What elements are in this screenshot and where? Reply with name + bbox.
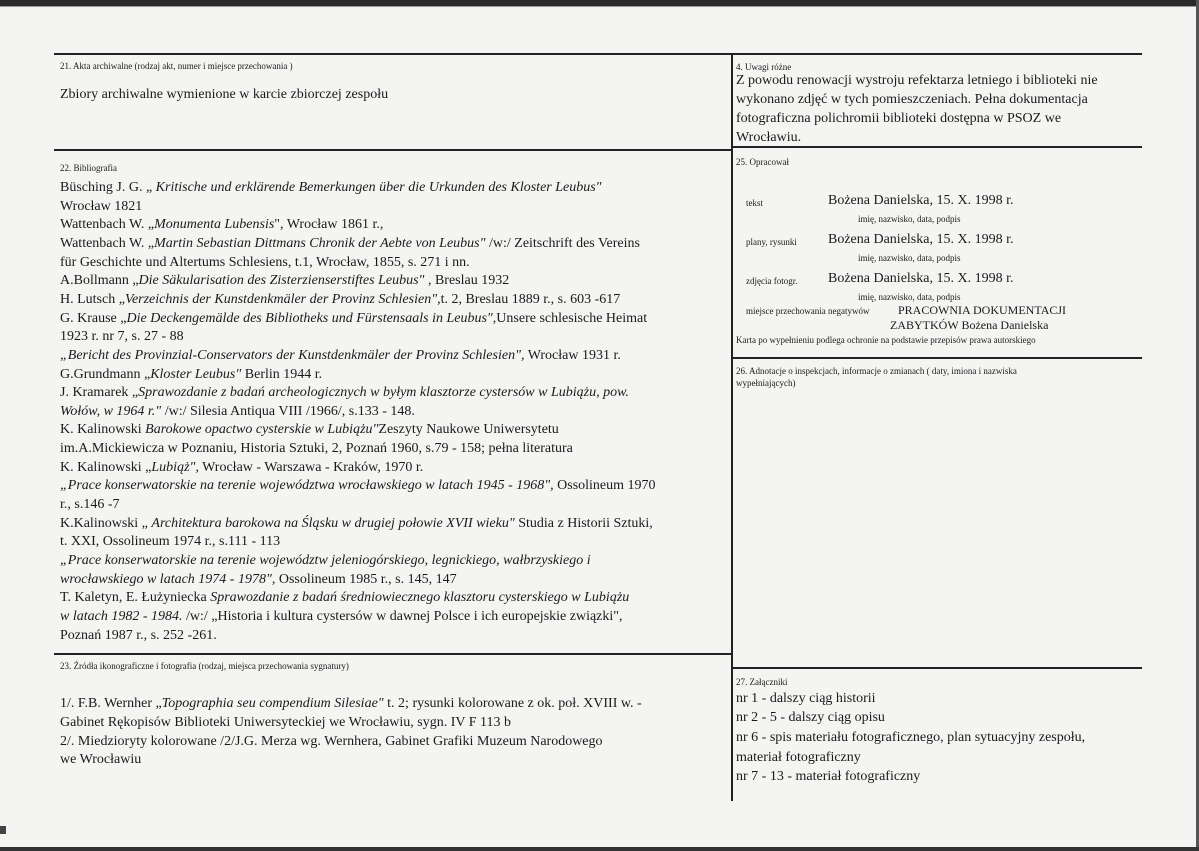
section-4-line: Z powodu renowacji wystroju refektarza letniego i biblioteki nie (736, 73, 1098, 88)
source-line-segment: Gabinet Rękopisów Biblioteki Uniwersyteckiej we Wrocławiu, sygn. IV F 113 b (60, 714, 512, 730)
bibliography-line-segment: t. XXI, Ossolineum 1974 r., s.111 - 113 (60, 534, 281, 550)
bibliography-line-segment: Barokowe opactwo cysterskie w Lubiążu" (145, 422, 379, 438)
bibliography-line (60, 533, 280, 552)
bibliography-line (60, 291, 620, 310)
bibliography-line (60, 310, 647, 329)
bibliography-line (60, 440, 573, 459)
bibliography-line-segment: A.Bollmann „ (60, 273, 139, 289)
section-4-line: wykonano zdjęć w tych pomieszczeniach. Pełna dokumentacja (736, 92, 1088, 107)
bibliography-line (60, 384, 629, 403)
bibliography-line-segment: wrocławskiego w latach 1974 - 1978", (60, 571, 276, 587)
role-label-photos: zdjęcia fotogr. (746, 276, 798, 286)
bibliography-line-segment: „Prace konserwatorskie na terenie województwa wrocławskiego w latach 1945 - 1968", (60, 478, 554, 494)
bibliography-line (60, 552, 591, 571)
bibliography-line-segment: Ossolineum 1985 r., s. 145, 147 (275, 571, 457, 587)
bibliography-line (60, 235, 640, 254)
role-label-plans: plany, rysunki (746, 237, 797, 247)
bibliography-line-segment: Wattenbach W. „ (60, 217, 155, 233)
section-4-line: fotograficzna polichromii biblioteki dostępna w PSOZ we (736, 111, 1062, 126)
source-line-segment: Topographia seu compendium Silesiae" (161, 696, 384, 711)
section-21-text: Zbiory archiwalne wymienione w karcie zbiorczej zespołu (60, 87, 389, 102)
bibliography-line-segment: Poznań 1987 r., s. 252 -261. (60, 627, 217, 643)
scan-top-edge-line (0, 6, 1199, 7)
section-22-label: 22. Bibliografia (60, 163, 117, 173)
bibliography-line-segment: Lubiąż", (151, 459, 199, 475)
bibliography-line-segment: w latach 1982 - 1984. (60, 608, 183, 624)
bibliography-line-segment: /w:/ Silesia Antiqua VIII /1966/, s.133 - 148. (161, 403, 415, 419)
bibliography-line-segment: Ossolineum 1970 (553, 478, 656, 494)
bibliography-line-segment: „Bericht des Provinzial-Conservators der Kunstdenkmäler der Provinz Schlesien", (60, 347, 525, 363)
bibliography-line (60, 216, 383, 235)
bibliography-line-segment: Monumenta Lubensis (154, 217, 275, 233)
bibliography-line (60, 477, 656, 496)
source-line-segment: we Wrocławiu (60, 752, 142, 768)
author-text: Bożena Danielska, 15. X. 1998 r. (828, 193, 1014, 208)
bibliography-line-segment: J. Kramarek „ (60, 385, 139, 401)
bibliography-line (60, 403, 415, 422)
bibliography-line-segment: Wattenbach W. „ (60, 235, 155, 251)
bibliography-line (60, 627, 217, 646)
bibliography-line (60, 459, 423, 478)
signature-caption: imię, nazwisko, data, podpis (858, 214, 961, 224)
bibliography-line (60, 347, 621, 366)
bibliography-line-segment: Die Deckengemälde des Bibliotheks und Fürstensaals in Leubus" (126, 310, 493, 326)
bibliography-line-segment: Kloster Leubus" (150, 366, 242, 382)
negatives-value-1: PRACOWNIA DOKUMENTACJI (898, 303, 1067, 317)
bibliography-line-segment: G.Grundmann „ (60, 366, 151, 382)
bibliography-line (60, 366, 322, 385)
rule-26 (732, 357, 1142, 359)
bibliography-line-segment: ", Wrocław 1861 r., (274, 217, 384, 233)
bibliography-line (60, 515, 653, 534)
section-23-label: 23. Źródła ikonograficzne i fotografia (rodzaj, miejsca przechowania sygnatury) (60, 661, 349, 671)
copyright-note: Karta po wypełnieniu podlega ochronie na podstawie przepisów prawa autorskiego (736, 335, 1036, 345)
scan-left-mark (0, 826, 6, 834)
bibliography-line (60, 571, 457, 590)
bibliography-line-segment: Zeszyty Naukowe Uniwersytetu (378, 422, 559, 438)
negatives-label: miejsce przechowania negatywów (746, 306, 870, 316)
signature-caption: imię, nazwisko, data, podpis (858, 253, 961, 263)
source-line-segment: 2/. Miedzioryty kolorowane /2/J.G. Merza wg. Wernhera, Gabinet Grafiki Muzeum Narodowego (60, 733, 603, 749)
bibliography-line (60, 589, 629, 608)
bibliography-line-segment: K. Kalinowski „ (60, 459, 152, 475)
bibliography-line-segment: Architektura barokowa na Śląsku w drugiej połowie XVII wieku" (151, 515, 515, 531)
bibliography-line-segment: Studia z Historii Sztuki, (514, 515, 653, 531)
bibliography-line-segment: G. Krause „ (60, 310, 127, 326)
rule-center (731, 53, 733, 801)
attachment-line: nr 1 - dalszy ciąg historii (736, 691, 876, 706)
bibliography-line-segment: Die Säkularisation des Zisterzienserstiftes Leubus" (138, 273, 425, 289)
negatives-value-2: ZABYTKÓW Bożena Danielska (890, 318, 1049, 332)
bibliography-line (60, 254, 470, 273)
source-line-segment: t. 2; rysunki kolorowane z ok. poł. XVIII w. - (383, 696, 642, 711)
bibliography-line (60, 328, 184, 347)
bibliography-line (60, 421, 559, 440)
role-label-text: tekst (746, 198, 763, 208)
bibliography-line-segment: , Breslau 1932 (424, 273, 510, 289)
bibliography-line-segment: T. Kaletyn, E. Łużyniecka (60, 590, 211, 606)
bibliography-line-segment: Wrocław 1821 (60, 198, 143, 214)
bibliography-line-segment: H. Lutsch „ (60, 291, 125, 307)
bibliography-line-segment: r., s.146 -7 (60, 497, 120, 513)
attachment-line: nr 7 - 13 - materiał fotograficzny (736, 769, 921, 784)
source-line-segment: 1/. F.B. Wernher „ (60, 696, 162, 711)
bibliography-line-segment: Kritische und erklärende Bemerkungen über die Urkunden des Kloster Leubus" (155, 180, 602, 195)
rule-23 (54, 653, 732, 655)
bibliography-line (60, 608, 623, 627)
bibliography-line (60, 496, 120, 515)
bibliography-line-segment: Wrocław - Warszawa - Kraków, 1970 r. (198, 459, 424, 475)
bibliography-line-segment: Büsching J. G. „ (60, 180, 156, 195)
bibliography-line-segment: K.Kalinowski „ (60, 515, 152, 531)
section-26-label: 26. Adnotacje o inspekcjach, informacje o zmianach ( daty, imiona i nazwiska (736, 366, 1017, 376)
source-line (60, 714, 511, 733)
section-4-line: Wrocławiu. (736, 130, 802, 145)
rule-row-2-left (54, 149, 732, 151)
bibliography-line-segment: Wrocław 1931 r. (524, 347, 621, 363)
bibliography-line-segment: ,Unsere schlesische Heimat (492, 310, 648, 326)
bibliography-line-segment: 1923 r. nr 7, s. 27 - 88 (60, 329, 184, 345)
bibliography-line-segment: im.A.Mickiewicza w Poznaniu, Historia Sztuki, 2, Poznań 1960, s.79 - 158; pełna literatura (60, 441, 573, 457)
bibliography-line-segment: „Prace konserwatorskie na terenie województw jeleniogórskiego, legnickiego, wałbrzyskiego i (60, 553, 591, 568)
bibliography-line-segment: Martin Sebastian Dittmans Chronik der Aebte von Leubus" (154, 235, 486, 251)
bibliography-line-segment: ,t. 2, Breslau 1889 r., s. 603 -617 (437, 291, 621, 307)
section-26-label-cont: wypełniających) (736, 378, 796, 388)
section-27-label: 27. Załączniki (736, 677, 788, 687)
author-photos: Bożena Danielska, 15. X. 1998 r. (828, 271, 1014, 286)
bibliography-line-segment: für Geschichte und Altertums Schlesiens, t.1, Wrocław, 1855, s. 271 i nn. (60, 254, 470, 270)
bibliography-line-segment: Berlin 1944 r. (241, 366, 323, 382)
scan-bottom-edge (0, 847, 1199, 851)
attachment-line: nr 2 - 5 - dalszy ciąg opisu (736, 710, 885, 725)
author-plans: Bożena Danielska, 15. X. 1998 r. (828, 232, 1014, 247)
source-line (60, 751, 141, 770)
bibliography-line-segment: Verzeichnis der Kunstdenkmäler der Provinz Schlesien" (124, 291, 438, 307)
attachment-line: nr 6 - spis materiału fotograficznego, plan sytuacyjny zespołu, (736, 730, 1086, 745)
bibliography-line-segment: /w:/ Zeitschrift des Vereins (485, 235, 640, 251)
rule-27 (732, 667, 1142, 669)
bibliography-line (60, 179, 602, 198)
bibliography-line (60, 198, 142, 217)
bibliography-line (60, 272, 509, 291)
bibliography-line-segment: K. Kalinowski (60, 422, 146, 438)
bibliography-line-segment: Wołów, w 1964 r." (60, 403, 162, 419)
section-21-label: 21. Akta archiwalne (rodzaj akt, numer i miejsce przechowania ) (60, 61, 293, 71)
signature-caption: imię, nazwisko, data, podpis (858, 292, 961, 302)
attachment-line: materiał fotograficzny (736, 750, 861, 765)
rule-top (54, 53, 1142, 55)
bibliography-line-segment: Sprawozdanie z badań średniowiecznego klasztoru cysterskiego w Lubiążu (210, 590, 630, 606)
section-4-label: 4. Uwagi różne (736, 62, 792, 72)
source-line (60, 733, 603, 752)
bibliography-line-segment: /w:/ „Historia i kultura cystersów w dawnej Polsce i ich europejskie związki", (182, 608, 623, 624)
bibliography-line-segment: Sprawozdanie z badań archeologicznych w byłym klasztorze cystersów w Lubiążu, pow. (138, 385, 629, 401)
section-25-label: 25. Opracował (736, 157, 789, 167)
source-line (60, 695, 642, 714)
